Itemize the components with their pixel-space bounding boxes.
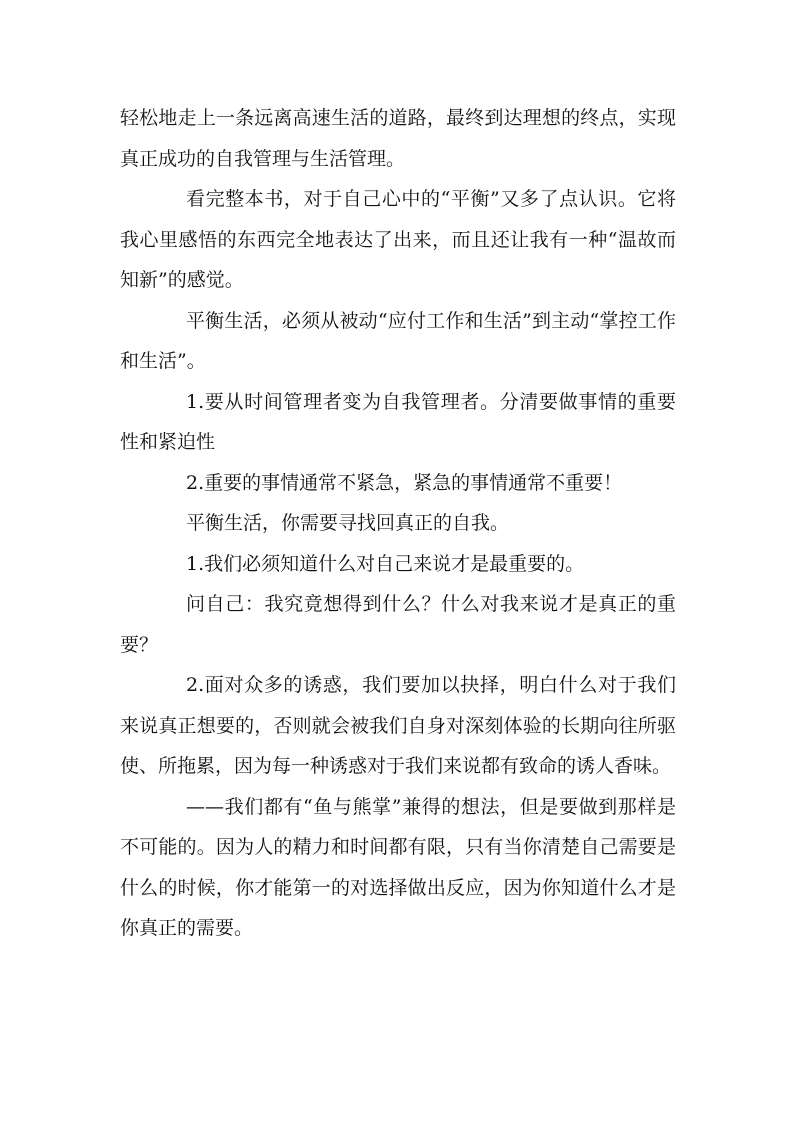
paragraph-continuation: 轻松地走上一条远离高速生活的道路，最终到达理想的终点，实现真正成功的自我管理与生活管理。 <box>120 107 676 170</box>
document-body <box>120 98 676 949</box>
paragraph-balance-life: 平衡生活，必须从被动“应付工作和生活”到主动“掌控工作和生活”。 <box>120 309 676 372</box>
paragraph-balance-understanding: 看完整本书，对于自己心中的“平衡”又多了点认识。它将我心里感悟的东西完全地表达了出来，而且还让我有一种“温故而知新”的感觉。 <box>120 188 676 291</box>
paragraph-point-1-know-important: 1.我们必须知道什么对自己来说才是最重要的。 <box>186 552 585 575</box>
paragraph-point-1-self-management: 1.要从时间管理者变为自我管理者。分清要做事情的重要性和紧迫性 <box>120 390 676 453</box>
paragraph-find-true-self: 平衡生活，你需要寻找回真正的自我。 <box>186 512 510 534</box>
paragraph-point-2-temptations: 2.面对众多的诱惑，我们要加以抉择，明白什么对于我们来说真正想要的，否则就会被我们自身对深刻体验的长期向往所驱使、所拖累，因为每一种诱惑对于我们来说都有致命的诱人香味。 <box>120 674 676 777</box>
paragraph-ask-yourself: 问自己：我究竟想得到什么？什么对我来说才是真正的重要？ <box>120 593 676 656</box>
paragraph-fish-and-bear-paw: ——我们都有“鱼与熊掌”兼得的想法，但是要做到那样是不可能的。因为人的精力和时间都有限，只有当你清楚自己需要是什么的时候，你才能第一的对选择做出反应，因为你知道什么才是你真正的需要。 <box>120 795 676 939</box>
paragraph-point-2-important-urgent: 2.重要的事情通常不紧急，紧急的事情通常不重要！ <box>186 471 623 494</box>
